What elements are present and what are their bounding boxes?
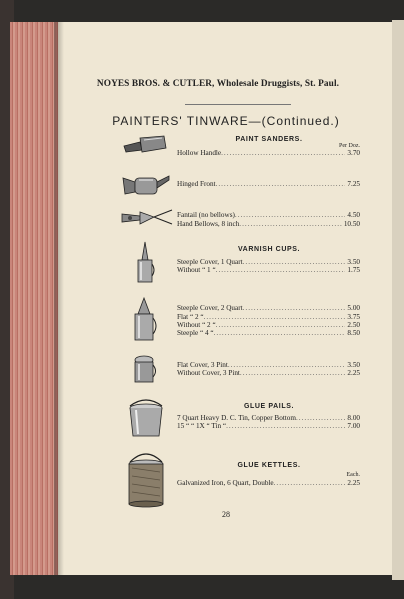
item-label: Without “ 1 “ (177, 266, 216, 274)
fantail-bellows-illustration (120, 206, 174, 228)
price-row (177, 422, 360, 431)
page-title: PAINTERS' TINWARE—(Continued.) (112, 114, 340, 128)
item-label: Hand Bellows, 8 inch (177, 220, 240, 228)
item-price: 3.70 (347, 149, 360, 157)
page-header: NOYES BROS. & CUTLER, Wholesale Druggists, St. Paul. (96, 79, 340, 89)
page-edges (10, 22, 58, 575)
steeple-cover-cup-1-quart-illustration (134, 240, 156, 284)
item-price: 7.00 (347, 422, 360, 430)
section-heading-glue-kettles: GLUE KETTLES. (237, 462, 301, 469)
section-heading-paint-sanders: PAINT SANDERS. (235, 136, 303, 143)
price-row (177, 266, 360, 275)
steeple-cover-cup-2-quart-illustration (130, 296, 160, 342)
item-label: Without Cover, 3 Pint (177, 369, 240, 377)
price-row (177, 220, 360, 229)
section-heading-varnish-cups: VARNISH CUPS. (237, 246, 301, 253)
item-price: 2.50 (347, 321, 360, 329)
item-label: Steeple “ 4 “ (177, 329, 214, 337)
glue-kettle-illustration (124, 450, 168, 508)
price-row (177, 149, 360, 158)
per-dozen-header: Per Doz. (339, 143, 360, 149)
price-row (177, 329, 360, 338)
price-row (177, 369, 360, 378)
item-label: Steeple Cover, 2 Quart (177, 304, 243, 312)
item-label: Hinged Front (177, 180, 216, 188)
item-label: Flat “ 2 “ (177, 313, 204, 321)
item-price: 10.50 (343, 220, 360, 228)
item-label: Fantail (no bellows) (177, 211, 235, 219)
item-label: Steeple Cover, 1 Quart (177, 258, 243, 266)
section-heading-glue-pails: GLUE PAILS. (243, 403, 295, 410)
price-row (177, 304, 360, 313)
price-row (177, 180, 360, 189)
item-price: 2.25 (347, 369, 360, 377)
item-label: 7 Quart Heavy D. C. Tin, Copper Bottom (177, 414, 296, 422)
item-price: 4.50 (347, 211, 360, 219)
item-label: Hollow Handle (177, 149, 222, 157)
item-price: 5.00 (347, 304, 360, 312)
header-rule (185, 104, 291, 105)
item-price: 3.50 (347, 361, 360, 369)
item-price: 8.50 (347, 329, 360, 337)
price-row (177, 479, 360, 488)
spine-shadow (54, 22, 64, 575)
right-page-edge (392, 20, 404, 580)
item-label: Flat Cover, 3 Pint (177, 361, 228, 369)
item-price: 3.50 (347, 258, 360, 266)
item-label: 15 “ “ 1X “ Tin “ (177, 422, 227, 430)
item-label: Without “ 2 “ (177, 321, 216, 329)
item-price: 7.25 (347, 180, 360, 188)
item-price: 8.00 (347, 414, 360, 422)
each-header: Each. (346, 472, 360, 478)
item-label: Galvanized Iron, 6 Quart, Double (177, 479, 274, 487)
glue-pail-illustration (124, 396, 168, 440)
page-number: 28 (222, 510, 230, 519)
item-price: 1.75 (347, 266, 360, 274)
item-price: 3.75 (347, 313, 360, 321)
item-price: 2.25 (347, 479, 360, 487)
hollow-handle-sander-illustration (122, 134, 168, 158)
flat-cover-cup-illustration (132, 352, 158, 384)
price-row (177, 211, 360, 220)
hinged-front-sander-illustration (121, 170, 171, 198)
